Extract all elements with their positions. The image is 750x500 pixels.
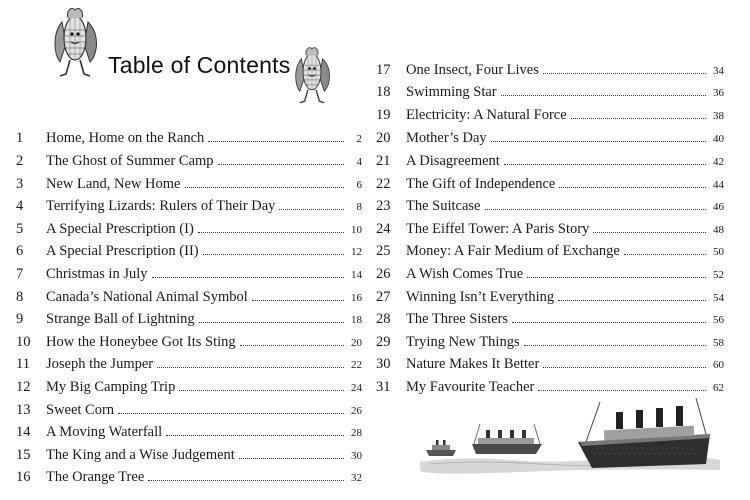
dot-leader (203, 253, 344, 255)
dot-leader (279, 208, 344, 210)
entry-title: The Ghost of Summer Camp (46, 153, 214, 169)
entry-title: New Land, New Home (46, 176, 181, 192)
dot-leader (166, 434, 344, 436)
entry-number: 16 (16, 469, 31, 485)
entry-title: The Three Sisters (406, 311, 509, 327)
entry-page: 44 (713, 179, 724, 191)
toc-entry[interactable] (16, 264, 362, 284)
entry-number: 28 (376, 311, 391, 327)
entry-title: Swimming Star (406, 84, 497, 100)
entry-number: 10 (16, 334, 31, 350)
entry-page: 52 (713, 269, 724, 281)
dot-leader (185, 186, 345, 188)
toc-entry[interactable] (376, 82, 724, 102)
toc-entry[interactable] (376, 174, 724, 194)
entry-title: Trying New Things (406, 334, 520, 350)
toc-entry[interactable] (376, 196, 724, 216)
corn-mascot-icon (290, 44, 334, 106)
entry-number: 12 (16, 379, 31, 395)
entry-number: 31 (376, 379, 391, 395)
entry-page: 12 (351, 246, 362, 258)
dot-leader (543, 366, 706, 368)
toc-entry[interactable] (376, 309, 724, 329)
entry-title: The Suitcase (406, 198, 481, 214)
dot-leader (624, 253, 706, 255)
entry-page: 18 (351, 314, 362, 326)
toc-entry[interactable] (376, 241, 724, 261)
entry-page: 42 (713, 156, 724, 168)
ships-illustration-icon (420, 398, 720, 478)
entry-number: 24 (376, 221, 391, 237)
entry-title: Mother’s Day (406, 130, 487, 146)
entry-number: 29 (376, 334, 391, 350)
entry-page: 48 (713, 224, 724, 236)
toc-entry[interactable] (376, 287, 724, 307)
toc-entry[interactable] (16, 309, 362, 329)
entry-number: 20 (376, 130, 391, 146)
entry-title: How the Honeybee Got Its Sting (46, 334, 236, 350)
entry-number: 30 (376, 356, 391, 372)
toc-entry[interactable] (16, 467, 362, 487)
entry-title: Canada’s National Animal Symbol (46, 289, 248, 305)
dot-leader (218, 163, 344, 165)
entry-number: 22 (376, 176, 391, 192)
entry-title: Money: A Fair Medium of Exchange (406, 243, 620, 259)
entry-page: 22 (351, 359, 362, 371)
entry-page: 54 (713, 292, 724, 304)
toc-entry[interactable] (376, 60, 724, 80)
page-title: Table of Contents (108, 52, 291, 78)
dot-leader (179, 389, 344, 391)
entry-page: 46 (713, 201, 724, 213)
entry-number: 21 (376, 153, 391, 169)
entry-page: 14 (351, 269, 362, 281)
toc-entry[interactable] (16, 151, 362, 171)
entry-number: 27 (376, 289, 391, 305)
dot-leader (198, 231, 344, 233)
entry-number: 19 (376, 107, 391, 123)
dot-leader (485, 208, 707, 210)
entry-number: 17 (376, 62, 391, 78)
entry-number: 7 (16, 266, 24, 282)
toc-entry[interactable] (376, 354, 724, 374)
toc-entry[interactable] (16, 241, 362, 261)
entry-title: A Wish Comes True (406, 266, 524, 282)
entry-number: 18 (376, 84, 391, 100)
entry-title: A Disagreement (406, 153, 500, 169)
entry-number: 9 (16, 311, 24, 327)
entry-title: The Gift of Independence (406, 176, 556, 192)
entry-page: 38 (713, 110, 724, 122)
entry-page: 4 (356, 156, 362, 168)
entry-number: 5 (16, 221, 24, 237)
dot-leader (208, 140, 344, 142)
entry-page: 28 (351, 427, 362, 439)
entry-title: The Orange Tree (46, 469, 145, 485)
entry-title: Sweet Corn (46, 402, 115, 418)
entry-title: A Special Prescription (II) (46, 243, 199, 259)
dot-leader (512, 321, 706, 323)
entry-page: 58 (713, 337, 724, 349)
dot-leader (199, 321, 344, 323)
dot-leader (157, 366, 344, 368)
dot-leader (543, 72, 706, 74)
entry-title: The Eiffel Tower: A Paris Story (406, 221, 590, 237)
entry-title: The King and a Wise Judgement (46, 447, 235, 463)
toc-entry[interactable] (376, 264, 724, 284)
entry-page: 50 (713, 246, 724, 258)
entry-title: A Special Prescription (I) (46, 221, 194, 237)
entry-page: 32 (351, 472, 362, 484)
dot-leader (240, 344, 344, 346)
entry-number: 23 (376, 198, 391, 214)
dot-leader (504, 163, 706, 165)
entry-page: 40 (713, 133, 724, 145)
entry-page: 60 (713, 359, 724, 371)
entry-page: 16 (351, 292, 362, 304)
entry-number: 13 (16, 402, 31, 418)
toc-entry[interactable] (16, 287, 362, 307)
toc-entry[interactable] (16, 377, 362, 397)
toc-entry[interactable] (16, 445, 362, 465)
entry-number: 6 (16, 243, 24, 259)
entry-number: 25 (376, 243, 391, 259)
entry-title: Christmas in July (46, 266, 148, 282)
entry-number: 14 (16, 424, 31, 440)
entry-title: My Big Camping Trip (46, 379, 176, 395)
dot-leader (527, 276, 706, 278)
entry-title: My Favourite Teacher (406, 379, 535, 395)
entry-title: Nature Makes It Better (406, 356, 540, 372)
entry-title: Strange Ball of Lightning (46, 311, 195, 327)
entry-title: Electricity: A Natural Force (406, 107, 567, 123)
entry-page: 20 (351, 337, 362, 349)
entry-page: 24 (351, 382, 362, 394)
dot-leader (558, 299, 706, 301)
toc-entry[interactable] (376, 151, 724, 171)
entry-number: 2 (16, 153, 24, 169)
dot-leader (118, 412, 344, 414)
entry-number: 26 (376, 266, 391, 282)
entry-page: 30 (351, 450, 362, 462)
dot-leader (593, 231, 706, 233)
toc-entry[interactable] (16, 219, 362, 239)
toc-entry[interactable] (376, 105, 724, 125)
dot-leader (152, 276, 344, 278)
entry-page: 8 (356, 201, 362, 213)
entry-page: 34 (713, 65, 724, 77)
entry-page: 62 (713, 382, 724, 394)
entry-title: Home, Home on the Ranch (46, 130, 205, 146)
dot-leader (571, 117, 706, 119)
corn-mascot-icon (48, 4, 102, 80)
dot-leader (148, 479, 344, 481)
toc-entry[interactable] (376, 377, 724, 397)
toc-entry[interactable] (16, 354, 362, 374)
toc-entry[interactable] (376, 332, 724, 352)
entry-title: Terrifying Lizards: Rulers of Their Day (46, 198, 276, 214)
dot-leader (252, 299, 344, 301)
dot-leader (538, 389, 706, 391)
entry-number: 15 (16, 447, 31, 463)
entry-title: A Moving Waterfall (46, 424, 163, 440)
entry-title: Joseph the Jumper (46, 356, 154, 372)
entry-page: 6 (356, 179, 362, 191)
dot-leader (239, 457, 344, 459)
toc-entry[interactable] (16, 196, 362, 216)
entry-page: 36 (713, 87, 724, 99)
dot-leader (491, 140, 706, 142)
toc-entry[interactable] (16, 332, 362, 352)
entry-number: 11 (16, 356, 30, 372)
entry-page: 2 (356, 133, 362, 145)
entry-page: 26 (351, 405, 362, 417)
toc-entry[interactable] (16, 174, 362, 194)
entry-page: 56 (713, 314, 724, 326)
toc-entry[interactable] (16, 422, 362, 442)
dot-leader (559, 186, 706, 188)
entry-number: 1 (16, 130, 24, 146)
toc-entry[interactable] (376, 128, 724, 148)
toc-entry[interactable] (16, 400, 362, 420)
entry-number: 3 (16, 176, 24, 192)
entry-title: One Insect, Four Lives (406, 62, 539, 78)
dot-leader (501, 94, 706, 96)
entry-number: 4 (16, 198, 24, 214)
toc-entry[interactable] (376, 219, 724, 239)
toc-entry[interactable] (16, 128, 362, 148)
entry-page: 10 (351, 224, 362, 236)
dot-leader (524, 344, 706, 346)
entry-title: Winning Isn’t Everything (406, 289, 555, 305)
entry-number: 8 (16, 289, 24, 305)
